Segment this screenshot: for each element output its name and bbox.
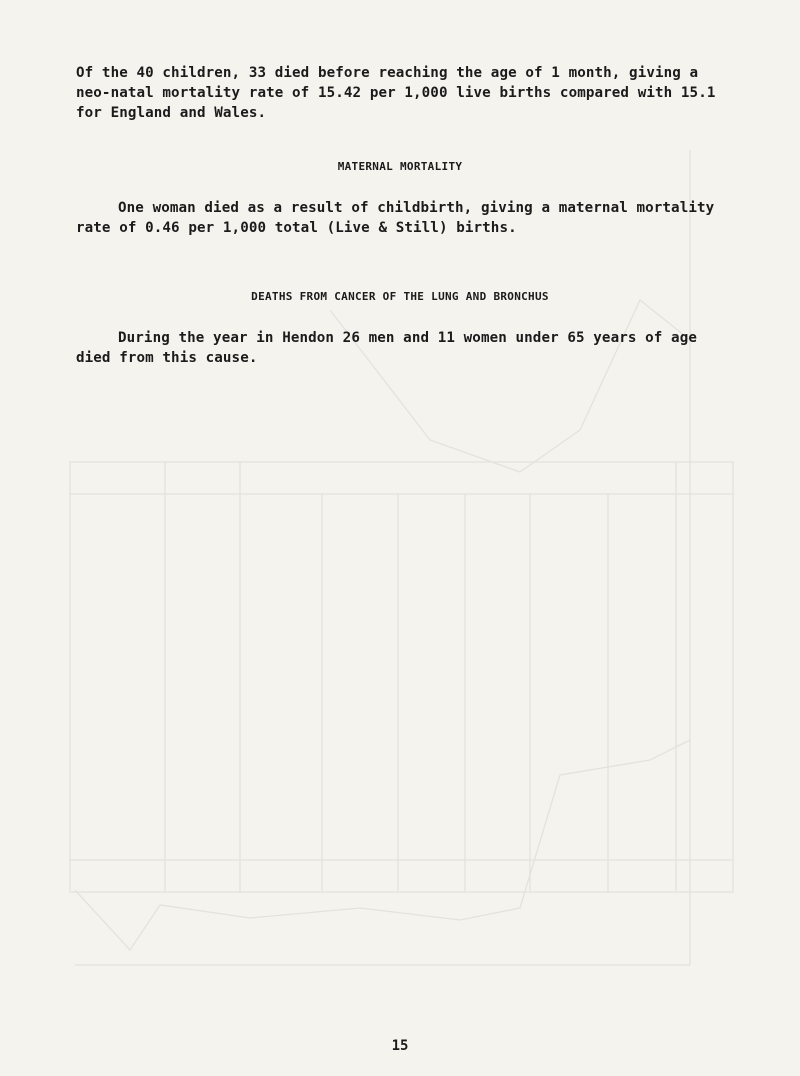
lung-cancer-text: During the year in Hendon 26 men and 11 women under 65 years of age died from this cause. [76,330,697,366]
maternal-mortality-heading: MATERNAL MORTALITY [337,160,463,173]
neonatal-mortality-paragraph: Of the 40 children, 33 died before reaching the age of 1 month, giving a neo-natal mortality rate of 15.42 per 1,000 live births compared with 15.1 for England and Wales. [76,65,716,121]
page-number: 15 [391,1038,409,1054]
lung-cancer-heading: DEATHS FROM CANCER OF THE LUNG AND BRONCHUS [251,290,549,303]
lung-cancer-paragraph [76,328,736,368]
maternal-mortality-text: One woman died as a result of childbirth, giving a maternal mortality rate of 0.46 per 1,000 total (Live & Still) births. [76,200,715,236]
maternal-mortality-paragraph [76,198,736,238]
